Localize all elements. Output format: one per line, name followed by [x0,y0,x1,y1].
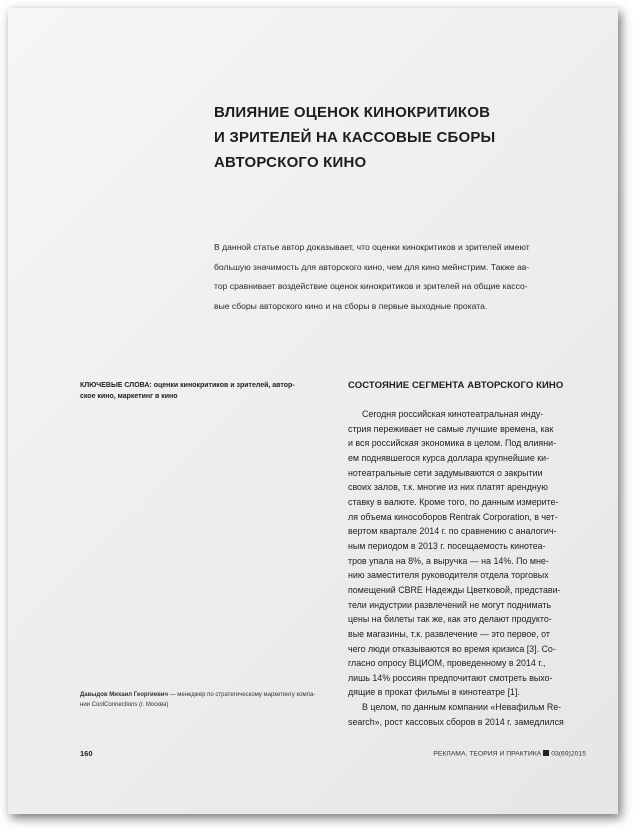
abstract-line: вые сборы авторского кино и на сборы в первые выходные проката. [214,300,488,311]
keywords-text: ское кино, маркетинг в кино [80,393,178,400]
square-bullet-icon [543,750,549,756]
body-line: лишь 14% россиян предпочитают смотреть выхо- [348,672,553,683]
body-line: помещений CBRE Надежды Цветковой, представи- [348,584,561,595]
keywords-line [80,391,340,402]
body-line: тели индустрии развлечений не могут поднимать [348,599,552,610]
body-line: В целом, по данным компании «Невафильм Re- [362,702,562,713]
body-line: ля объема кинособоров Rentrak Corporation, в чет- [348,511,558,522]
author-role-continued: нии CoolConnections (г. Москва) [80,702,169,708]
body-line: дящие в прокат фильмы в кинотеатре [1]. [348,687,520,698]
keywords-label: КЛЮЧЕВЫЕ СЛОВА: [80,382,152,389]
keywords-block [80,380,340,402]
abstract-line: В данной статье автор доказывает, что оценки кинокритиков и зрителей имеют [214,242,530,252]
body-line: стрия переживает не самые лучшие времена, как [348,423,554,434]
document-page [8,8,618,814]
journal-footer [433,750,586,758]
body-line: тров упала на 8%, а выручка — на 14%. По мне- [348,555,549,566]
author-line [80,690,350,700]
body-line: вертом квартале 2014 г. по сравнению с аналогич- [348,526,557,537]
keywords-line [80,380,340,391]
journal-issue: 03(69)2015 [551,750,586,758]
abstract-line: тор сравнивает воздействие оценок кинокритиков и зрителей на общие кассо- [214,281,528,292]
body-line: цены на билеты так же, как это делают продукто- [348,614,552,625]
author-info [80,690,350,710]
body-line: ставку в валюте. Кроме того, по данным измерите- [348,496,559,507]
body-line: нию заместителя руководителя отдела торговых [348,570,549,581]
body-line: search», рост кассовых сборов в 2014 г. замедлился [348,716,564,727]
article-title [214,100,594,175]
page-number: 160 [80,749,93,758]
body-line: ным периодом в 2013 г. посещаемость кинотеа- [348,540,546,551]
body-line: ем поднявшегося курса доллара крупнейшие ки- [348,452,550,463]
journal-name: РЕКЛАМА. ТЕОРИЯ И ПРАКТИКА [433,750,542,758]
section-title: СОСТОЯНИЕ СЕГМЕНТА АВТОРСКОГО КИНО [348,380,564,391]
body-line: Сегодня российская кинотеатральная инду- [362,409,544,419]
body-line: нотеатральные сети задумываются о закрытии [348,467,543,478]
body-line: и вся российская экономика в целом. Под влияни- [348,438,557,449]
body-line: своих залов, т.к. многие из них платят арендную [348,482,548,493]
keywords-text: оценки кинокритиков и зрителей, автор- [153,382,295,389]
abstract-line: большую значимость для авторского кино, чем для кино мейнстрим. Также ав- [214,261,530,272]
author-role: — менеджер по стратегическому маркетингу компа- [167,692,316,698]
article-title-line: ВЛИЯНИЕ ОЦЕНОК КИНОКРИТИКОВ [214,104,491,121]
article-title-line: И ЗРИТЕЛЕЙ НА КАССОВЫЕ СБОРЫ [214,129,496,146]
article-abstract [214,238,600,316]
article-title-line: АВТОРСКОГО КИНО [214,154,367,171]
body-line: гласно опросу ВЦИОМ, проведенному в 2014 г., [348,658,546,669]
body-line: вые магазины, т.к. развлечение — это первое, от [348,628,550,639]
body-line: чего люди отказываются во время кризиса [3]. Со- [348,643,556,654]
author-name: Давыдов Михаил Георгиевич [80,692,168,698]
section-body [348,407,598,729]
